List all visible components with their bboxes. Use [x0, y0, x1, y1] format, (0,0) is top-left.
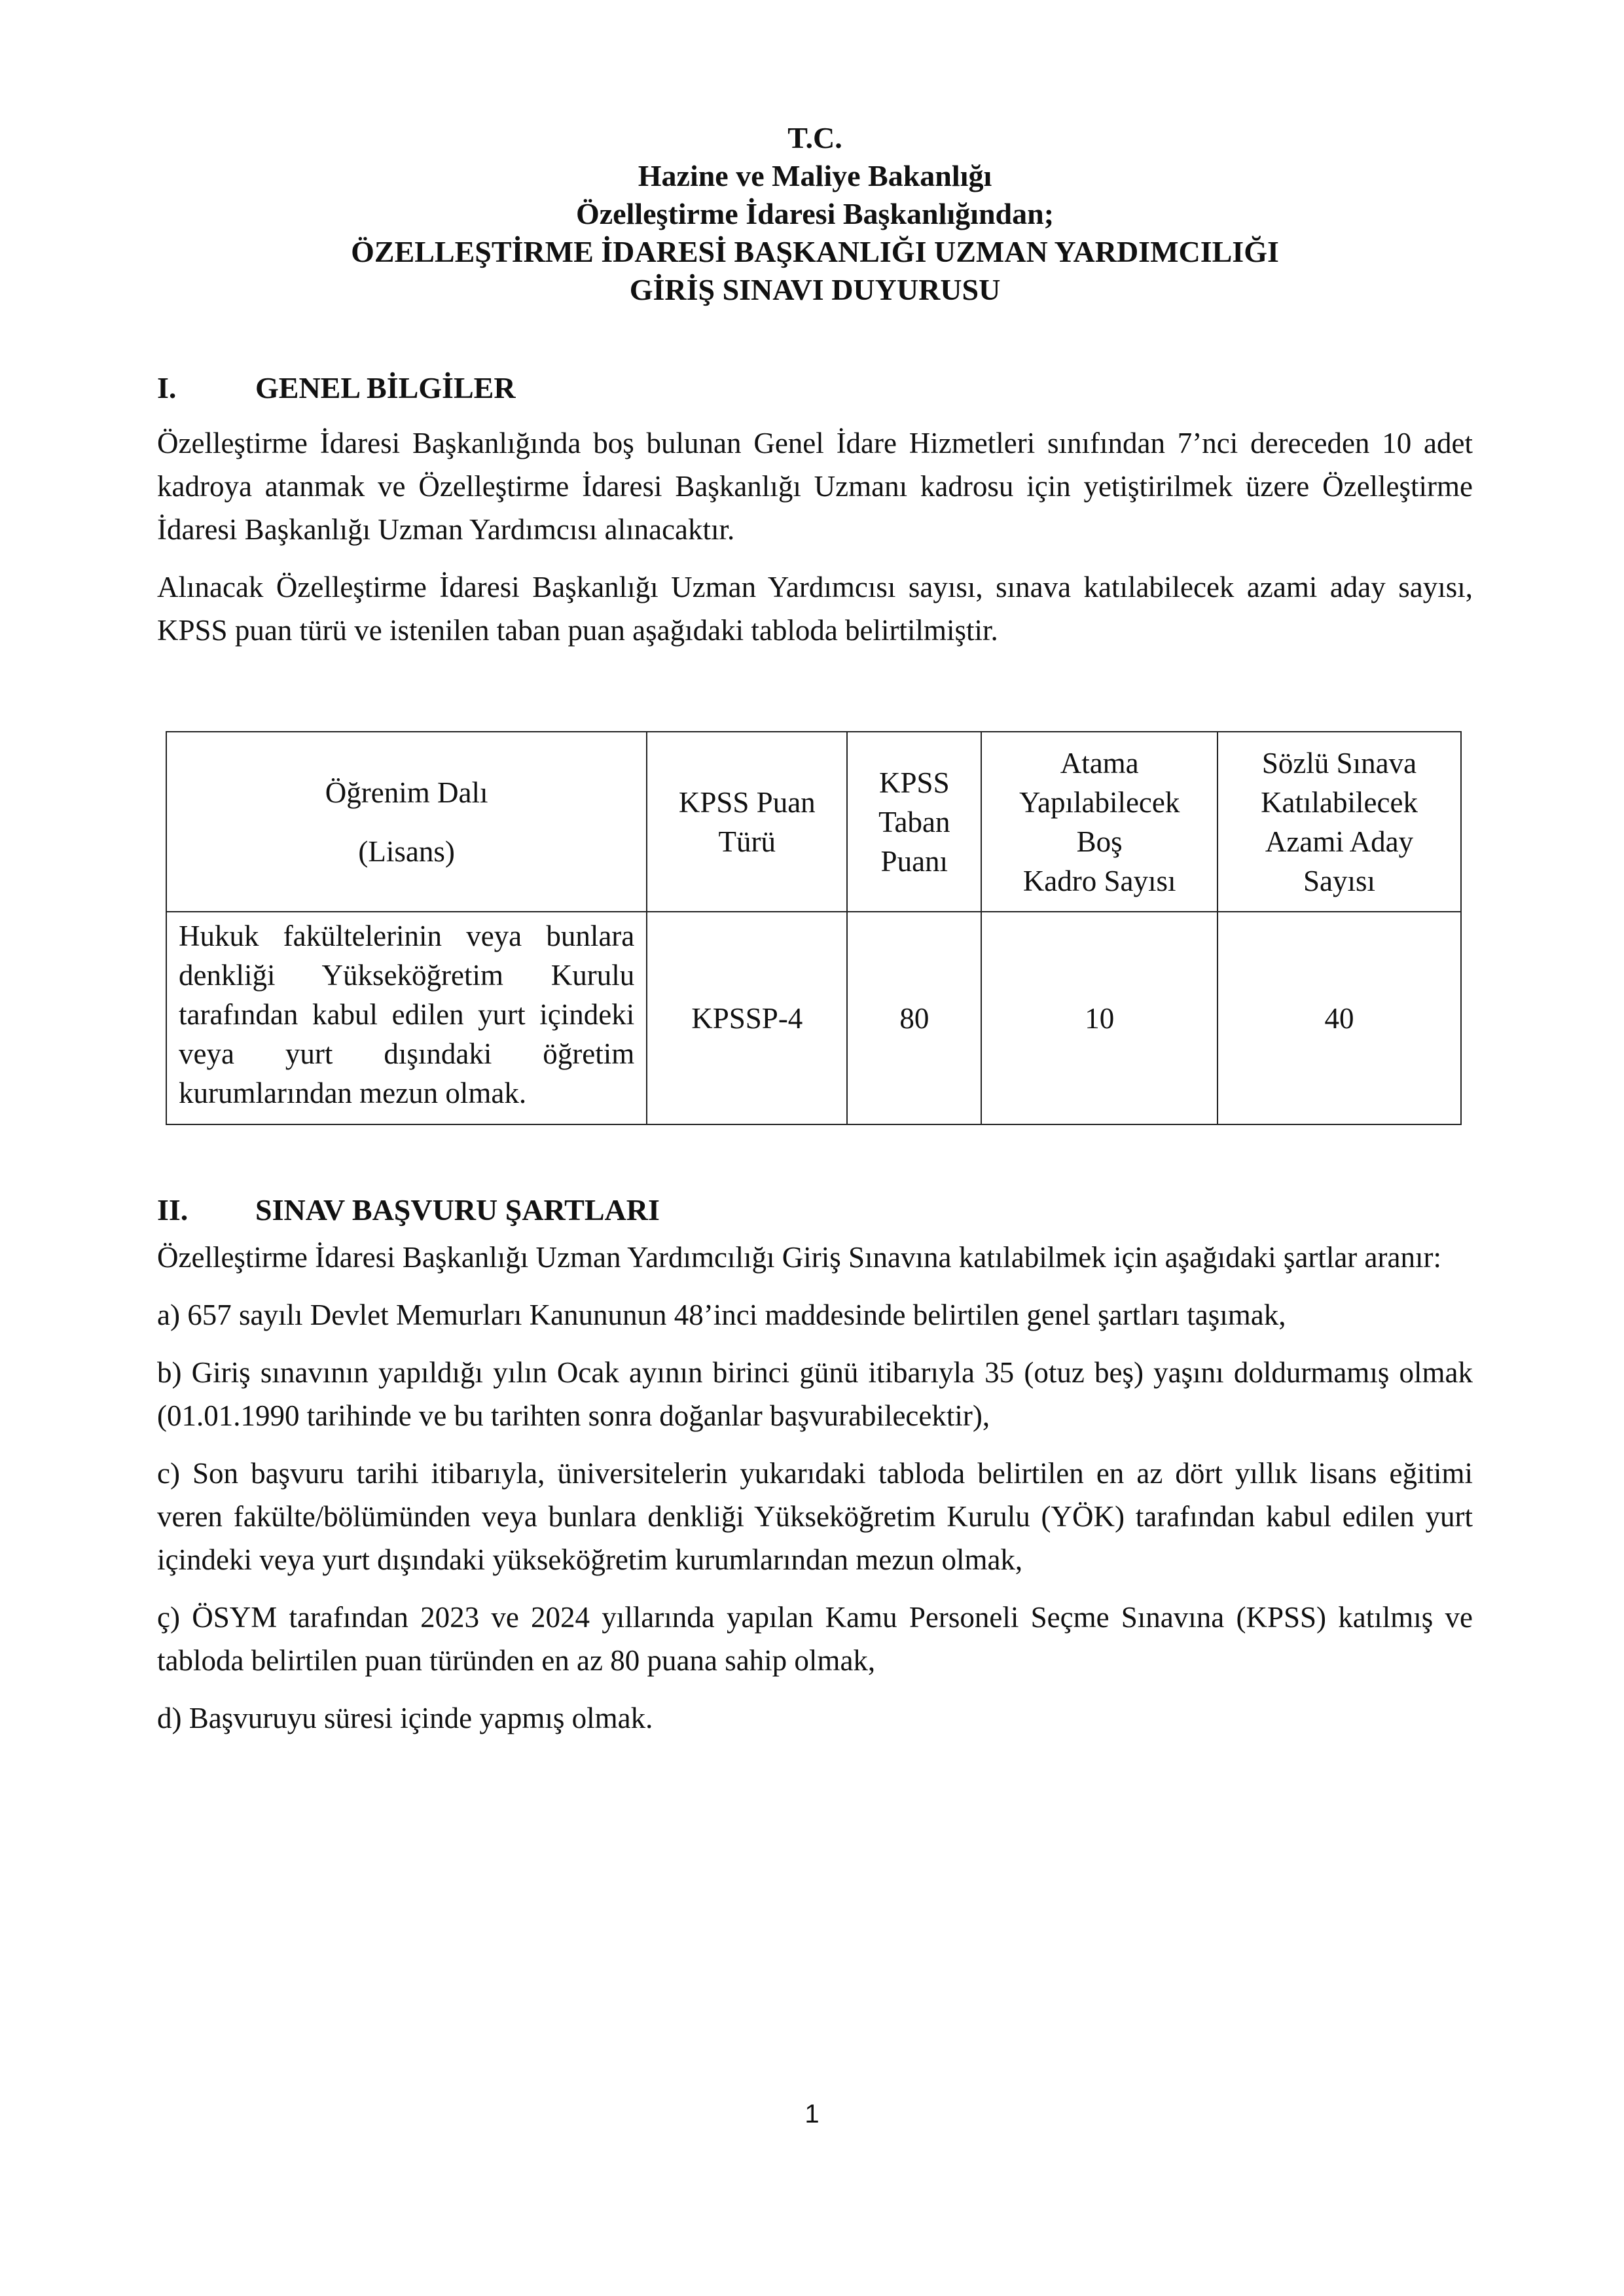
header-base-score-line3: Puanı: [880, 844, 948, 878]
document-header: [157, 119, 1473, 309]
requirement-cc: ç) ÖSYM tarafından 2023 ve 2024 yıllarında yapılan Kamu Personeli Seçme Sınavına (KPSS) katılmış ve tabloda belirtilen puan türünden en az 80 puana sahip olmak,: [157, 1601, 1473, 1677]
header-score-type: [647, 732, 847, 912]
document-page: [157, 111, 1473, 652]
requirement-b: b) Giriş sınavının yapıldığı yılın Ocak ayının birinci günü itibarıyla 35 (otuz beş) yaşını doldurmamış olmak (01.01.1990 tarihinde ve bu tarihten sonra doğanlar başvurabilecektir),: [157, 1356, 1473, 1432]
cell-score-type: KPSSP-4: [647, 912, 847, 1124]
header-positions-line3: Kadro Sayısı: [1022, 864, 1176, 897]
header-line-subtitle: GİRİŞ SINAVI DUYURUSU: [629, 273, 1001, 306]
section-1-paragraph-1: Özelleştirme İdaresi Başkanlığında boş bulunan Genel İdare Hizmetleri sınıfından 7’nci dereceden 10 adet kadroya atanmak ve Özelleştirme İdaresi Başkanlığı Uzmanı kadrosu için yetiştirilmek üzere Özelleştirme İdaresi Başkanlığı Uzman Yardımcısı alınacaktır.: [157, 427, 1473, 546]
header-line-ministry: Hazine ve Maliye Bakanlığı: [638, 159, 992, 192]
section-1-number: I.: [157, 371, 177, 404]
header-positions-line2: Yapılabilecek Boş: [1019, 785, 1180, 858]
table-row: [166, 912, 1461, 1124]
header-base-score-line2: Taban: [878, 805, 950, 838]
section-1-paragraph-2: Alınacak Özelleştirme İdaresi Başkanlığı Uzman Yardımcısı sayısı, sınava katılabilecek azami aday sayısı, KPSS puan türü ve istenilen taban puan aşağıdaki tabloda belirtilmiştir.: [157, 571, 1473, 647]
header-line-tc: T.C.: [787, 121, 842, 154]
header-field-of-study-line1: Öğrenim Dalı: [325, 776, 488, 809]
page-number: 1: [804, 2100, 820, 2128]
header-base-score-line1: KPSS: [879, 766, 950, 799]
header-base-score: [847, 732, 981, 912]
table-header-row: [166, 732, 1461, 912]
cell-max-candidates: 40: [1218, 912, 1461, 1124]
section-2-heading: [157, 1191, 1473, 1229]
header-field-of-study-line2: (Lisans): [358, 834, 455, 868]
header-positions-line1: Atama: [1060, 746, 1139, 780]
header-max-candidates-line4: Sayısı: [1303, 864, 1376, 897]
header-score-type-line2: Türü: [718, 825, 776, 858]
header-max-candidates-line1: Sözlü Sınava: [1261, 746, 1417, 780]
cell-field-of-study: Hukuk fakültelerinin veya bunlara denkliği Yükseköğretim Kurulu tarafından kabul edilen yurt içindeki veya yurt dışındaki öğretim kurumlarından mezun olmak.: [166, 912, 647, 1124]
section-2-title: SINAV BAŞVURU ŞARTLARI: [255, 1193, 660, 1227]
requirement-c: c) Son başvuru tarihi itibarıyla, üniversitelerin yukarıdaki tabloda belirtilen en az dört yıllık lisans eğitimi veren fakülte/bölümünden veya bunlara denkliği Yükseköğretim Kurulu (YÖK) tarafından kabul edilen yurt içindeki veya yurt dışındaki yükseköğretim kurumlarından mezun olmak,: [157, 1457, 1473, 1576]
header-score-type-line1: KPSS Puan: [678, 785, 816, 819]
section-2-intro: Özelleştirme İdaresi Başkanlığı Uzman Yardımcılığı Giriş Sınavına katılabilmek için aşağıdaki şartlar aranır:: [157, 1241, 1441, 1274]
section-2-number: II.: [157, 1193, 189, 1227]
cell-positions: 10: [981, 912, 1218, 1124]
header-positions: [981, 732, 1218, 912]
header-max-candidates: [1218, 732, 1461, 912]
header-field-of-study: [166, 732, 647, 912]
requirement-a: a) 657 sayılı Devlet Memurları Kanununun 48’inci maddesinde belirtilen genel şartları taşımak,: [157, 1299, 1286, 1331]
header-max-candidates-line2: Katılabilecek: [1261, 785, 1418, 819]
header-line-agency: Özelleştirme İdaresi Başkanlığından;: [575, 197, 1055, 230]
section-2: [157, 1191, 1473, 1740]
section-1-heading: [157, 369, 1473, 407]
requirement-d: d) Başvuruyu süresi içinde yapmış olmak.: [157, 1702, 653, 1734]
cell-base-score: 80: [847, 912, 981, 1124]
header-line-title: ÖZELLEŞTİRME İDARESİ BAŞKANLIĞI UZMAN YARDIMCILIĞI: [351, 235, 1279, 268]
positions-table: [166, 731, 1462, 1125]
header-max-candidates-line3: Azami Aday: [1265, 825, 1414, 858]
section-1-title: GENEL BİLGİLER: [255, 371, 516, 404]
